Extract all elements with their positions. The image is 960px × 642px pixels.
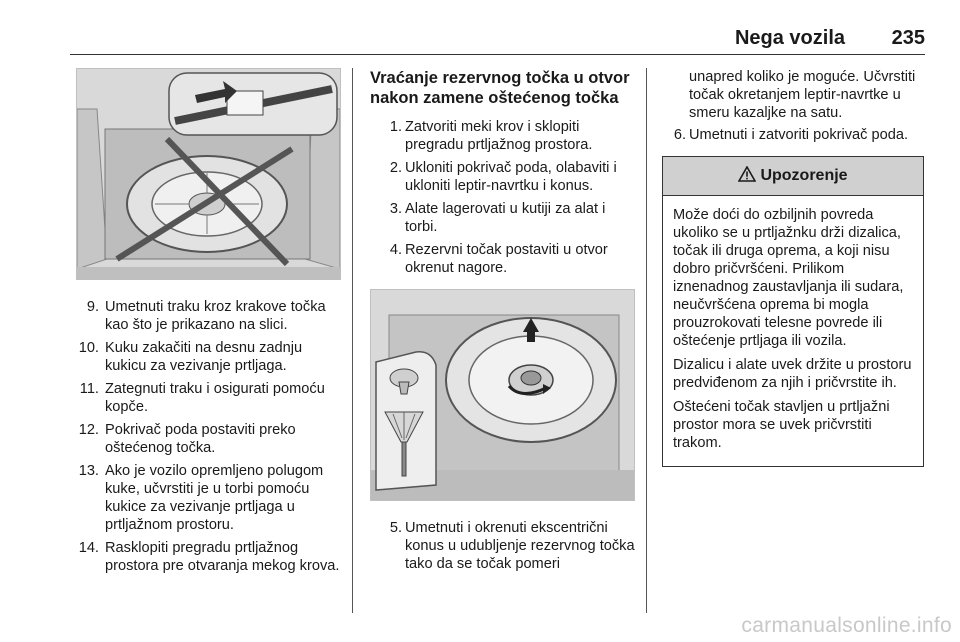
column-divider bbox=[646, 68, 647, 613]
warning-header bbox=[663, 157, 923, 196]
steps-list bbox=[662, 126, 924, 144]
list-item: 3. Alate lagerovati u kutiji za alat i torbi. bbox=[389, 201, 606, 235]
list-item: 14. Rasklopiti pregradu prtljažnog prostora pre otvaranja mekog krova. bbox=[78, 540, 340, 574]
warning-box bbox=[662, 156, 924, 467]
right-column bbox=[662, 68, 924, 467]
warning-paragraph: Oštećeni točak stavljen u prtljažni prostor mora se uvek pričvrstiti trakom. bbox=[673, 399, 890, 451]
list-item: 6. Umetnuti i zatvoriti pokrivač poda. bbox=[673, 127, 908, 143]
watermark: carmanualsonline.info bbox=[741, 614, 952, 637]
spare-wheel-strap-illustration bbox=[76, 68, 341, 280]
section-title: Nega vozila bbox=[734, 27, 845, 49]
warning-paragraph: Može doći do ozbiljnih povreda ukoliko se u prtljažnku drži dizalica, točak ili druga oprema, a koji nisu dobro pričvršćeni. Prilikom iznenadnog zaustavljanja ili sudara, neučvršćena oprema bi mogla prouzrokovati telesne povrede ili oštećenje prtljaga ili vozila. bbox=[673, 207, 904, 349]
section-heading: Vraćanje rezervnog točka u otvor nakon zamene oštećenog točka bbox=[370, 69, 630, 107]
list-item: 2. Ukloniti pokrivač poda, olabaviti i ukloniti leptir-navrtku i konus. bbox=[389, 160, 617, 194]
list-item: 10. Kuku zakačiti na desnu zadnju kukicu za vezivanje prtljaga. bbox=[78, 340, 303, 374]
steps-list bbox=[378, 519, 635, 573]
steps-list bbox=[76, 298, 341, 575]
list-item: 1. Zatvoriti meki krov i sklopiti pregradu prtljažnog prostora. bbox=[389, 119, 593, 153]
spare-wheel-reinstall-illustration bbox=[370, 289, 635, 501]
warning-title: Upozorenje bbox=[760, 167, 848, 184]
column-divider bbox=[352, 68, 353, 613]
middle-column bbox=[370, 68, 635, 578]
list-item: 5. Umetnuti i okrenuti ekscentrični konus u udubljenje rezervnog točka tako da se točak pomeri bbox=[389, 520, 635, 572]
steps-list bbox=[378, 118, 635, 277]
list-item: 4. Rezervni točak postaviti u otvor okrenut nagore. bbox=[389, 242, 608, 276]
list-item: 9. Umetnuti traku kroz krakove točka kao što je prikazano na slici. bbox=[86, 299, 326, 333]
list-item: 12. Pokrivač poda postaviti preko oštećenog točka. bbox=[78, 422, 296, 456]
page-number: 235 bbox=[891, 27, 925, 49]
left-column bbox=[76, 68, 341, 580]
step-continuation: unapred koliko je moguće. Učvrstiti točak okretanjem leptir-navrtke u smeru kazaljke na satu. bbox=[689, 69, 916, 121]
warning-body bbox=[663, 196, 923, 466]
list-item: 13. Ako je vozilo opremljeno polugom kuke, učvrstiti je u torbi pomoću kukice za vezivanje prtljaga u prtljažnom prostoru. bbox=[78, 463, 324, 533]
warning-triangle-icon bbox=[738, 166, 756, 187]
page-header bbox=[70, 24, 925, 55]
warning-paragraph: Dizalicu i alate uvek držite u prostoru predviđenom za njih i pričvrstite ih. bbox=[673, 357, 912, 391]
list-item: 11. Zategnuti traku i osigurati pomoću kopče. bbox=[79, 381, 325, 415]
